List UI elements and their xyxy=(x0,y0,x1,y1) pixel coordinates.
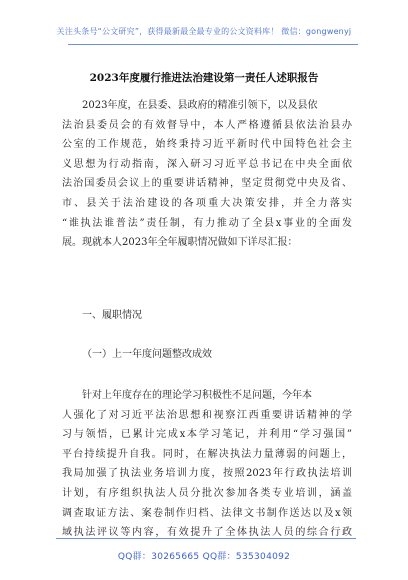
paragraph-line: 义思想为行动指南，深入研习习近平总书记在中央全面依 xyxy=(62,158,352,170)
paragraph-line: “谁执法谁普法”责任制，有力推动了全县x事业的全面发 xyxy=(62,217,352,229)
paragraph-line: 域执法评议等内容，有效提升了全体执法人员的综合行政 xyxy=(62,527,352,539)
paragraph-line: 计划，有序组织执法人员分批次参加各类专业培训，涵盖 xyxy=(62,487,352,499)
paragraph-line: 平台持续提升自我。同时，在解决执法力量薄弱的问题上， xyxy=(62,448,352,460)
paragraph-line: 法治县委员会的有效督导中，本人严格遵循县依法治县办 xyxy=(62,119,352,131)
paragraph-line: 2023年度，在县委、县政府的精准引领下，以及县依 xyxy=(82,100,318,111)
section-heading: 一、履职情况 xyxy=(82,310,142,321)
paragraph-line: 我局加强了执法业务培训力度，按照2023年行政执法培训 xyxy=(62,468,352,480)
document-title: 2023年度履行推进法治建设第一责任人述职报告 xyxy=(89,72,319,84)
paragraph-line: 法治国委员会议上的重要讲话精神，坚定贯彻党中央及省、 xyxy=(62,178,352,190)
paragraph-line: 公室的工作规范，始终秉持习近平新时代中国特色社会主 xyxy=(62,139,352,151)
intro-paragraph xyxy=(62,96,352,253)
paragraph-line: 人强化了对习近平法治思想和视察江西重要讲话精神的学 xyxy=(62,409,352,421)
page-header xyxy=(0,0,408,46)
paragraph-line: 展。现就本人2023年全年履职情况做如下详尽汇报： xyxy=(62,237,298,249)
paragraph-line: 针对上年度存在的理论学习积极性不足问题，今年本 xyxy=(82,390,312,401)
subsection-heading: （一）上一年度问题整改成效 xyxy=(82,349,212,360)
paragraph-line: 调查取证方法、案卷制作归档、法律文书制作送达以及x领 xyxy=(62,507,352,519)
footer-qq-groups: QQ群：30265665 QQ群：535304092 xyxy=(117,552,291,562)
header-promo-text: 关注头条号“公文研究”，获得最新最全最专业的公文资料库！ 微信：gongwenyj xyxy=(56,27,352,36)
paragraph-line: 市、县关于法治建设的各项重大决策安排，并全力落实 xyxy=(62,197,352,209)
footer-divider xyxy=(56,538,356,539)
header-divider xyxy=(68,44,358,45)
section-paragraph xyxy=(62,386,352,543)
paragraph-line: 习与领悟，已累计完成x本学习笔记，并利用“学习强国” xyxy=(62,429,352,441)
